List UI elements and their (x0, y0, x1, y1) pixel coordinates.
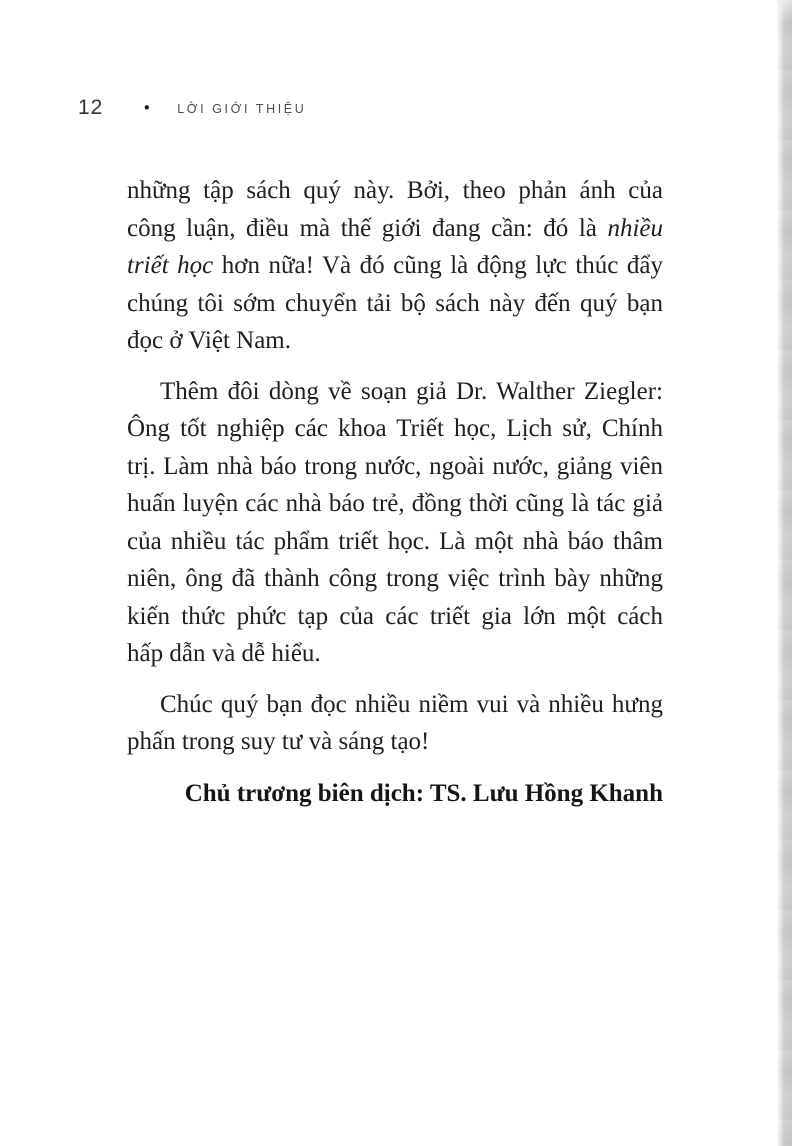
bullet-separator-icon: • (142, 98, 152, 117)
text-run: Thêm đôi dòng về soạn giả Dr. Walther Ziegler: (160, 377, 663, 405)
text-line (127, 373, 663, 411)
text-line (127, 448, 663, 486)
text-run: trị. Làm nhà báo trong nước, ngoài nước, giảng viên (127, 452, 663, 480)
text-line (127, 410, 663, 448)
text-line (127, 598, 663, 636)
text-run: những tập sách quý này. Bởi, theo phản ánh của (127, 177, 663, 204)
text-line (127, 172, 663, 210)
running-header (78, 93, 306, 123)
text-run: công luận, điều mà thế giới đang cần: đó là (127, 214, 608, 242)
page-edge-texture (777, 0, 792, 1146)
text-line (127, 285, 663, 323)
text-line (127, 485, 663, 523)
page-number: 12 (78, 96, 104, 119)
text-run: hơn nữa! Và đó cũng là động lực thúc đẩy (213, 252, 663, 279)
text-line (127, 322, 663, 360)
text-run: Ông tốt nghiệp các khoa Triết học, Lịch sử, Chính (127, 415, 663, 442)
paragraph (127, 686, 663, 761)
body-text (127, 172, 663, 774)
text-line (127, 247, 663, 285)
text-run: của nhiều tác phẩm triết học. Là một nhà báo thâm (127, 527, 663, 555)
text-line (127, 210, 663, 248)
section-title: LỜI GIỚI THIỆU (177, 102, 307, 116)
text-run: huấn luyện các nhà báo trẻ, đồng thời cũng là tác giả (127, 490, 663, 517)
text-run: Chúc quý bạn đọc nhiều niềm vui và nhiều hưng (160, 690, 663, 718)
text-line (127, 635, 663, 673)
text-line (127, 723, 663, 761)
text-line (127, 523, 663, 561)
credit-line: Chủ trương biên dịch: TS. Lưu Hồng Khanh (184, 780, 663, 807)
text-run: chúng tôi sớm chuyển tải bộ sách này đến quý bạn (127, 289, 663, 317)
italic-text-run: triết học (127, 252, 214, 279)
text-run: đọc ở Việt Nam. (127, 327, 292, 354)
text-run: kiến thức phức tạp của các triết gia lớn một cách (127, 602, 663, 630)
paragraph (127, 172, 663, 360)
text-run: niên, ông đã thành công trong việc trình bày những (127, 565, 663, 592)
text-line (127, 560, 663, 598)
paragraph (127, 373, 663, 673)
text-line (127, 686, 663, 724)
italic-text-run: nhiều (607, 214, 663, 242)
text-run: hấp dẫn và dễ hiểu. (127, 640, 321, 667)
text-run: phấn trong suy tư và sáng tạo! (127, 728, 430, 755)
